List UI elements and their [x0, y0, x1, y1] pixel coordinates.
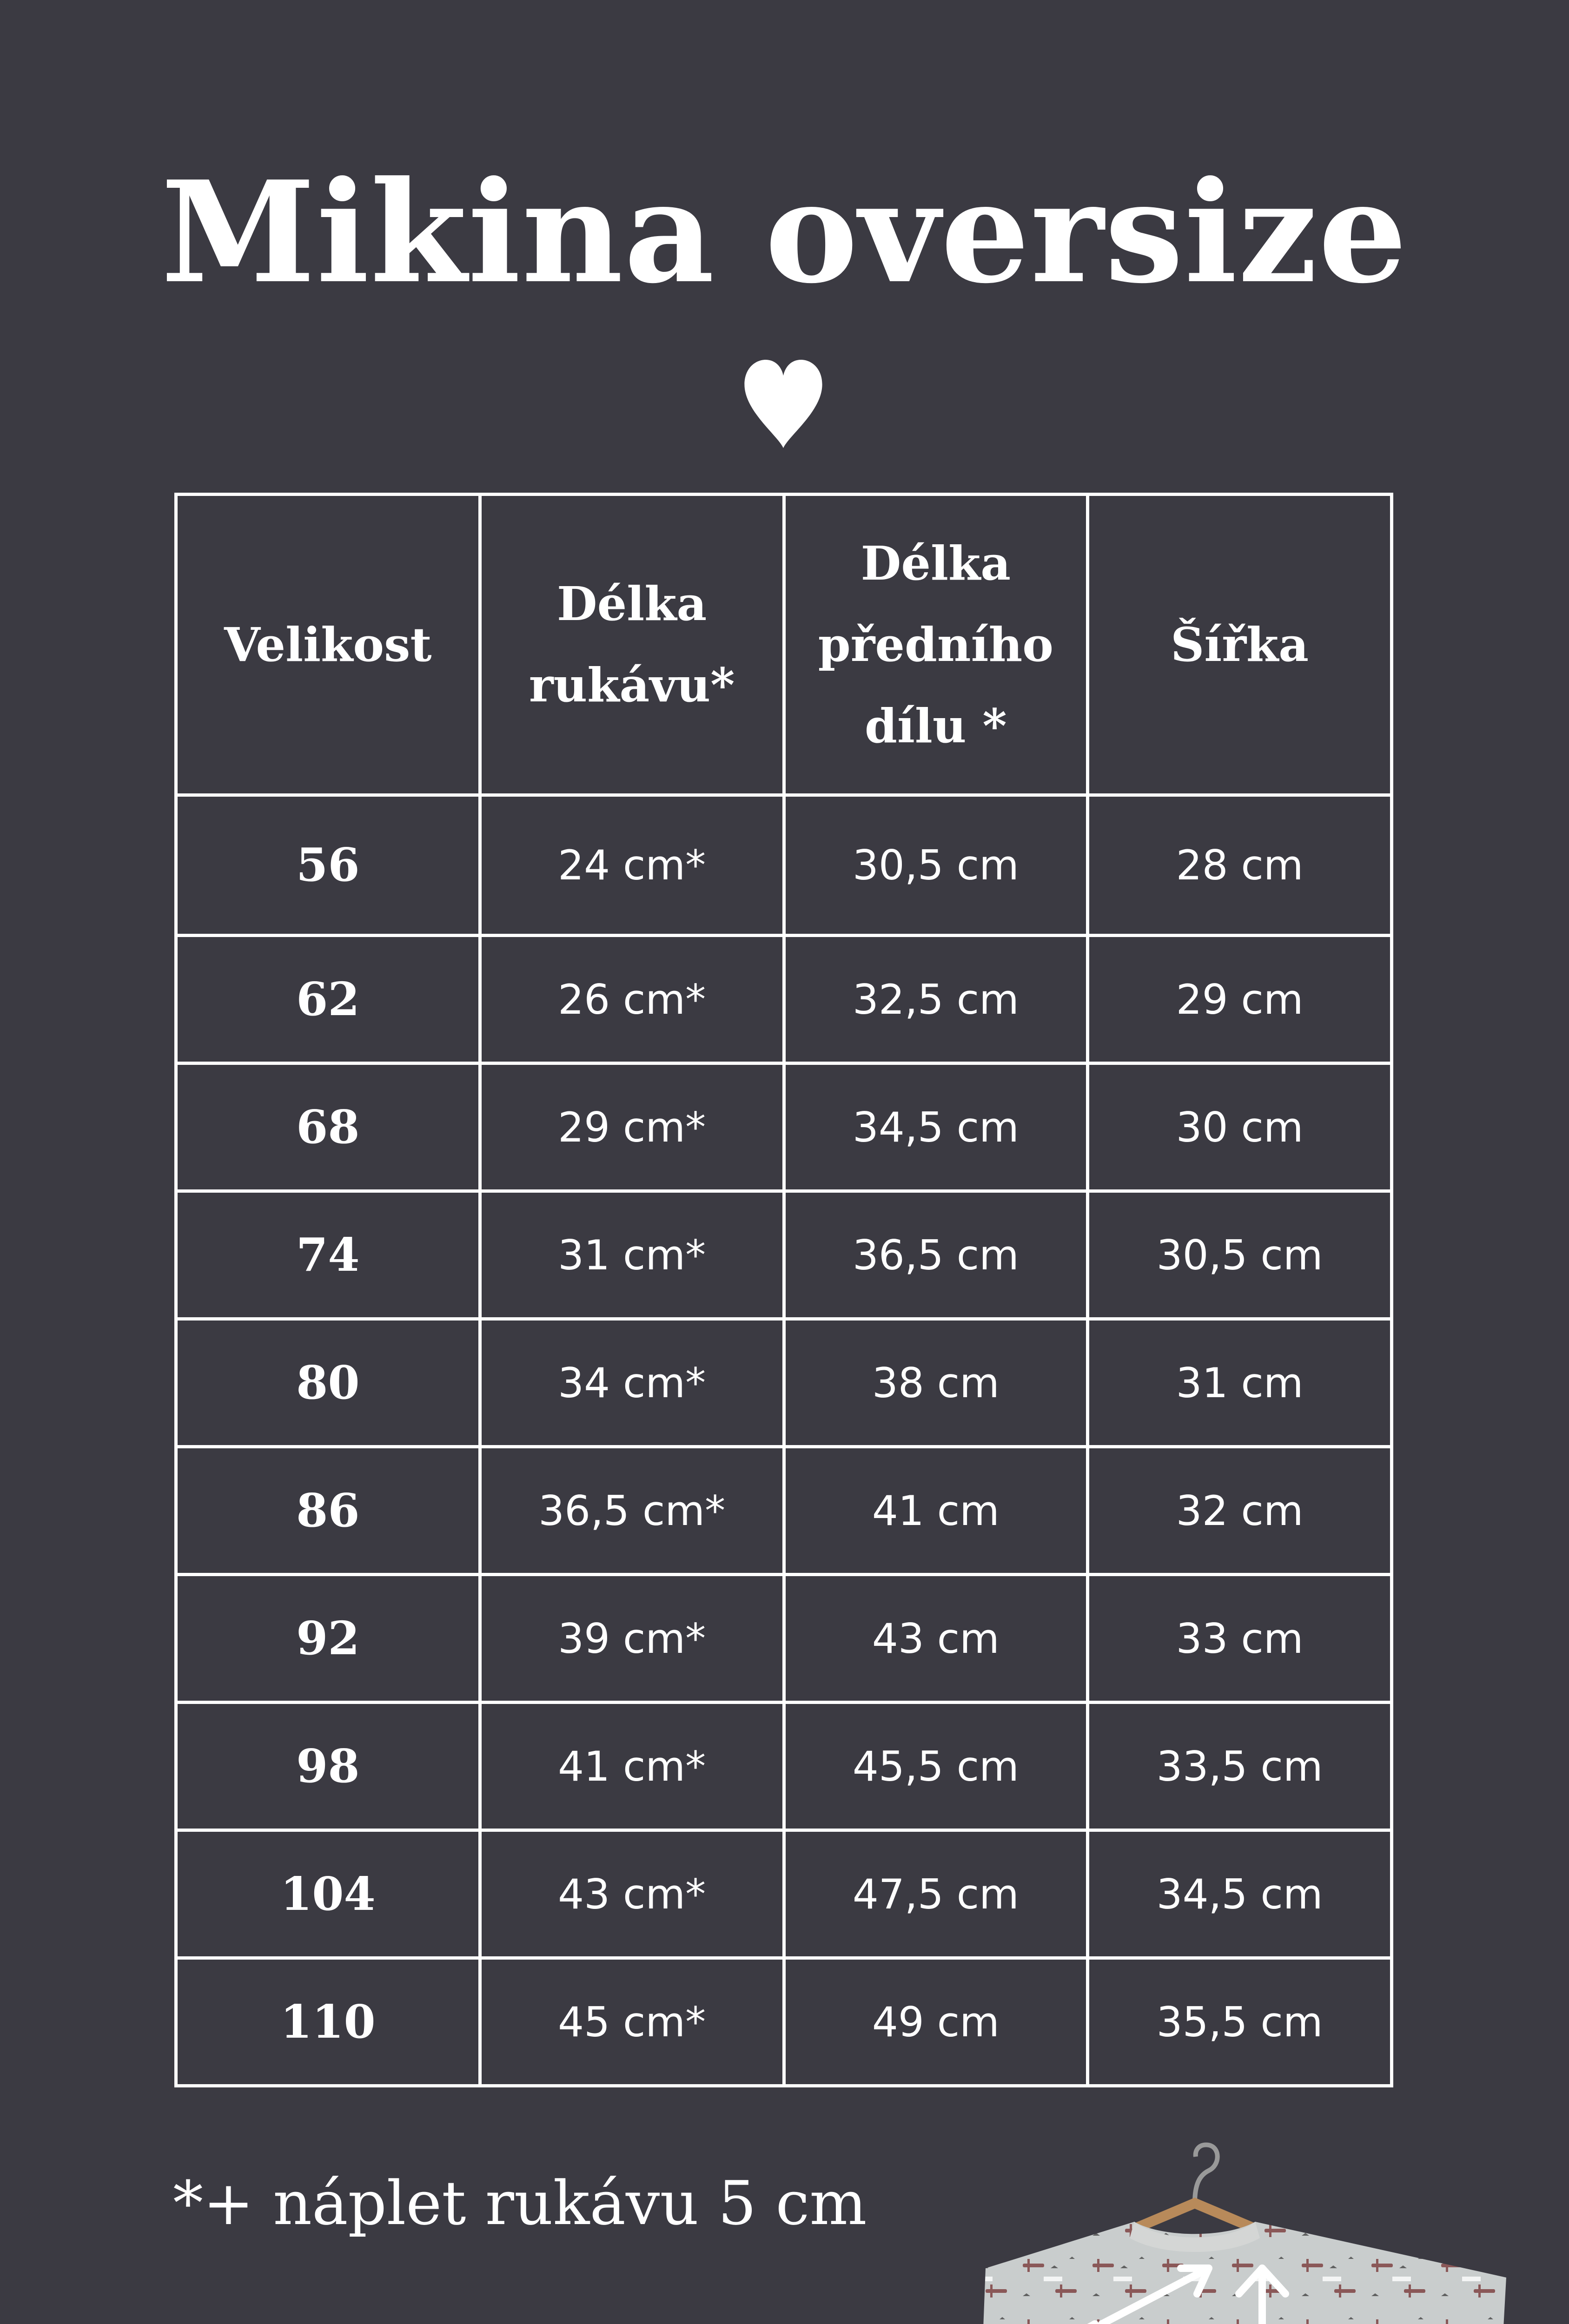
width-cell: 29 cm	[1088, 936, 1392, 1063]
sleeve-length-cell: 39 cm*	[480, 1575, 784, 1703]
table-row	[176, 1319, 1392, 1447]
sleeve-length-cell: 36,5 cm*	[480, 1447, 784, 1575]
width-cell: 33 cm	[1088, 1575, 1392, 1703]
footnote: *+ náplet rukávu 5 cm	[173, 2168, 867, 2238]
sleeve-length-cell: 43 cm*	[480, 1830, 784, 1958]
size-table	[174, 493, 1393, 2087]
table-row	[176, 936, 1392, 1063]
header-sirka: Šířka	[1088, 495, 1392, 795]
sleeve-length-cell: 26 cm*	[480, 936, 784, 1063]
size-cell: 98	[176, 1703, 480, 1830]
width-cell: 28 cm	[1088, 795, 1392, 936]
sleeve-length-cell: 34 cm*	[480, 1319, 784, 1447]
heart-icon	[739, 358, 828, 451]
table-row	[176, 1830, 1392, 1958]
size-cell: 80	[176, 1319, 480, 1447]
size-cell: 62	[176, 936, 480, 1063]
table-row	[176, 1575, 1392, 1703]
sleeve-length-cell: 41 cm*	[480, 1703, 784, 1830]
front-length-cell: 43 cm	[784, 1575, 1088, 1703]
header-delka-predniho-dilu: Délka předního dílu *	[784, 495, 1088, 795]
sleeve-length-cell: 29 cm*	[480, 1063, 784, 1191]
table-row	[176, 1703, 1392, 1830]
width-cell: 33,5 cm	[1088, 1703, 1392, 1830]
header-velikost: Velikost	[176, 495, 480, 795]
hoodie-photo	[874, 2129, 1516, 2324]
sleeve-length-cell: 45 cm*	[480, 1958, 784, 2086]
size-cell: 110	[176, 1958, 480, 2086]
front-length-cell: 38 cm	[784, 1319, 1088, 1447]
table-row	[176, 1447, 1392, 1575]
width-cell: 35,5 cm	[1088, 1958, 1392, 2086]
size-cell: 68	[176, 1063, 480, 1191]
size-cell: 86	[176, 1447, 480, 1575]
size-cell: 74	[176, 1191, 480, 1319]
size-cell: 56	[176, 795, 480, 936]
table-header-row	[176, 495, 1392, 795]
front-length-cell: 47,5 cm	[784, 1830, 1088, 1958]
front-length-cell: 36,5 cm	[784, 1191, 1088, 1319]
table-row	[176, 1958, 1392, 2086]
page-title: Mikina oversize	[161, 150, 1408, 314]
front-length-cell: 49 cm	[784, 1958, 1088, 2086]
header-delka-rukavu: Délka rukávu*	[480, 495, 784, 795]
front-length-cell: 32,5 cm	[784, 936, 1088, 1063]
width-cell: 30,5 cm	[1088, 1191, 1392, 1319]
width-cell: 30 cm	[1088, 1063, 1392, 1191]
sleeve-length-cell: 31 cm*	[480, 1191, 784, 1319]
front-length-cell: 41 cm	[784, 1447, 1088, 1575]
size-cell: 104	[176, 1830, 480, 1958]
sleeve-length-cell: 24 cm*	[480, 795, 784, 936]
front-length-cell: 45,5 cm	[784, 1703, 1088, 1830]
front-length-cell: 34,5 cm	[784, 1063, 1088, 1191]
table-row	[176, 1063, 1392, 1191]
table-row	[176, 1191, 1392, 1319]
width-cell: 34,5 cm	[1088, 1830, 1392, 1958]
size-cell: 92	[176, 1575, 480, 1703]
front-length-cell: 30,5 cm	[784, 795, 1088, 936]
table-row	[176, 795, 1392, 936]
width-cell: 32 cm	[1088, 1447, 1392, 1575]
width-cell: 31 cm	[1088, 1319, 1392, 1447]
